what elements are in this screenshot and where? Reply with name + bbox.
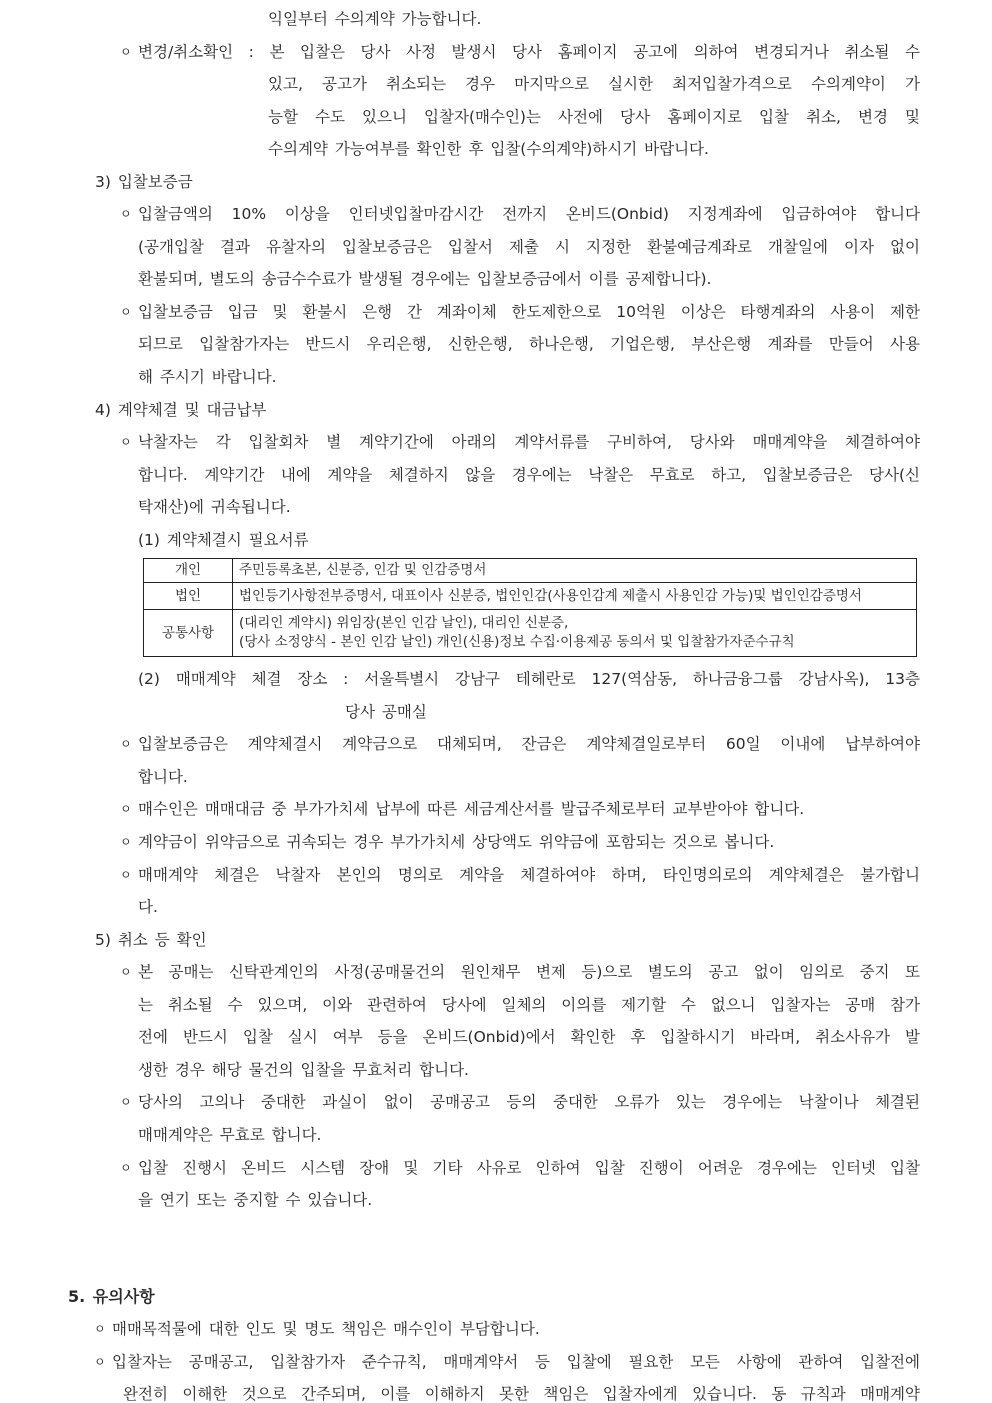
table-row-content — [233, 583, 917, 610]
table-cell-line: 주민등록초본, 신분증, 인감 및 인감증명서 — [239, 562, 487, 579]
doc-line — [0, 956, 992, 989]
doc-line-text: (2) 매매계약 체결 장소 : 서울특별시 강남구 테헤란로 127(역삼동, 하나금융그룹 강남사옥), 13층 — [138, 670, 920, 689]
doc-line — [0, 989, 992, 1022]
doc-line-text: 합니다. — [138, 767, 188, 786]
doc-line — [0, 426, 992, 459]
doc-line-text: 당사의 고의나 중대한 과실이 없이 공매공고 등의 중대한 오류가 있는 경우에는 낙찰이나 체결된 — [138, 1093, 920, 1112]
doc-line — [0, 3, 992, 36]
doc-line — [0, 1086, 992, 1119]
bullet-circle-icon: ㅇ — [120, 737, 132, 752]
doc-line-text: (공개입찰 결과 유찰자의 입찰보증금은 입찰서 제출 시 지정한 환불예금계좌로 개찰일에 이자 없이 — [138, 237, 920, 256]
doc-line — [0, 761, 992, 794]
doc-line — [0, 491, 992, 524]
section-heading — [0, 924, 992, 957]
doc-line — [0, 793, 992, 826]
doc-line-text: 탁재산)에 귀속됩니다. — [138, 498, 291, 517]
doc-line — [0, 524, 992, 557]
bullet-circle-icon: ㅇ — [120, 304, 132, 319]
doc-line — [0, 728, 992, 761]
doc-line-text: 5. 유의사항 — [68, 1286, 155, 1306]
doc-line-text: 입찰보증금은 계약체결시 계약금으로 대체되며, 잔금은 계약체결일로부터 60일 이내에 납부하여야 — [138, 735, 920, 754]
section-heading — [0, 166, 992, 199]
doc-line — [0, 101, 992, 134]
doc-line-text: 을 연기 또는 중지할 수 있습니다. — [138, 1191, 373, 1210]
doc-line-text: 다. — [138, 898, 158, 917]
doc-line — [0, 663, 992, 696]
doc-line-text: 완전히 이해한 것으로 간주되며, 이를 이해하지 못한 책임은 입찰자에게 있습니다. 동 규칙과 매매계약 — [123, 1385, 920, 1403]
table-row — [144, 583, 917, 610]
doc-line — [0, 231, 992, 264]
doc-line-text: 있고, 공고가 취소되는 경우 마지막으로 실시한 최저입찰가격으로 수의계약이 가 — [268, 75, 920, 94]
doc-line-text: 전에 반드시 입찰 실시 여부 등을 온비드(Onbid)에서 확인한 후 입찰하시기 바라며, 취소사유가 발 — [138, 1028, 920, 1047]
bullet-circle-icon: ㅇ — [120, 1160, 132, 1175]
bullet-circle-icon: ㅇ — [120, 835, 132, 850]
doc-line-text: 매수인은 매매대금 중 부가가치세 납부에 따른 세금계산서를 발급주체로부터 교부받아야 합니다. — [138, 800, 805, 819]
doc-line — [0, 459, 992, 492]
document-body — [0, 3, 992, 1403]
doc-line-text: 수의계약 가능여부를 확인한 후 입찰(수의계약)하시기 바랍니다. — [268, 140, 709, 159]
doc-line — [0, 36, 992, 69]
bullet-circle-icon: ㅇ — [120, 207, 132, 222]
doc-line-text: 4) 계약체결 및 대금납부 — [95, 400, 267, 419]
table-row-label: 공통사항 — [144, 610, 233, 657]
doc-line — [0, 1152, 992, 1185]
doc-line-text: 능할 수도 있으니 입찰자(매수인)는 사전에 당사 홈페이지로 입찰 취소, 변경 및 — [268, 107, 920, 126]
doc-line — [0, 891, 992, 924]
doc-line-text: 입찰 진행시 온비드 시스템 장애 및 기타 사유로 인하여 입찰 진행이 어려운 경우에는 인터넷 입찰 — [138, 1158, 920, 1177]
doc-line — [0, 1346, 992, 1379]
table-row-content — [233, 610, 917, 657]
doc-line — [0, 826, 992, 859]
doc-line-text: 입찰금액의 10% 이상을 인터넷입찰마감시간 전까지 온비드(Onbid) 지정계좌에 입금하여야 합니다 — [138, 205, 920, 224]
doc-line-text: 당사 공매실 — [345, 702, 427, 721]
doc-line-text: 는 취소될 수 있으며, 이와 관련하여 당사에 일체의 이의를 제기할 수 없으니 입찰자는 공매 참가 — [138, 995, 920, 1014]
bullet-circle-icon: ㅇ — [94, 1322, 106, 1337]
bullet-circle-icon: ㅇ — [120, 44, 132, 59]
table-row — [144, 559, 917, 583]
table-row-content — [233, 559, 917, 583]
bullet-circle-icon: ㅇ — [120, 802, 132, 817]
doc-line — [0, 1184, 992, 1217]
doc-line-text: 매매계약은 무효로 합니다. — [138, 1125, 322, 1144]
table-cell-line: 법인등기사항전부증명서, 대표이사 신분증, 법인인감(사용인감계 제출시 사용인감 가능)및 법인인감증명서 — [239, 587, 862, 604]
doc-line — [0, 696, 992, 729]
doc-line — [0, 133, 992, 166]
doc-line-text: 입찰보증금 입금 및 환불시 은행 간 계좌이체 한도제한으로 10억원 이상은 타행계좌의 사용이 제한 — [138, 302, 920, 321]
doc-line — [0, 328, 992, 361]
doc-line-text: 매매계약 체결은 낙찰자 본인의 명의로 계약을 체결하여야 하며, 타인명의로의 계약체결은 불가합니 — [138, 865, 920, 884]
doc-line-text: (1) 계약체결시 필요서류 — [138, 530, 309, 549]
doc-line-text: 생한 경우 해당 물건의 입찰을 무효처리 합니다. — [138, 1060, 469, 1079]
doc-line — [0, 68, 992, 101]
doc-line-text: 입찰자는 공매공고, 입찰참가자 준수규칙, 매매계약서 등 입찰에 필요한 모든 사항에 관하여 입찰전에 — [112, 1352, 920, 1371]
doc-line-text: 익일부터 수의계약 가능합니다. — [268, 10, 482, 28]
doc-line-text: 되므로 입찰참가자는 반드시 우리은행, 신한은행, 하나은행, 기업은행, 부산은행 계좌를 만들어 사용 — [138, 335, 920, 354]
doc-line — [0, 296, 992, 329]
required-documents-table — [143, 558, 917, 657]
bullet-circle-icon: ㅇ — [94, 1354, 106, 1369]
doc-line — [0, 198, 992, 231]
section-heading — [0, 394, 992, 427]
table-row-label: 법인 — [144, 583, 233, 610]
table-cell-line: (당사 소정양식 - 본인 인감 날인) 개인(신용)정보 수집·이용제공 동의서 및 입찰참가자준수규칙 — [239, 634, 795, 651]
doc-line-text: 3) 입찰보증금 — [95, 172, 193, 191]
doc-line-text: 환불되며, 별도의 송금수수료가 발생될 경우에는 입찰보증금에서 이를 공제합니다). — [138, 270, 712, 289]
doc-line-text: 계약금이 위약금으로 귀속되는 경우 부가가치세 상당액도 위약금에 포함되는 것으로 봅니다. — [138, 833, 775, 852]
doc-line-text: 5) 취소 등 확인 — [95, 930, 207, 949]
doc-line — [0, 1313, 992, 1346]
doc-line-text: 변경/취소확인 : 본 입찰은 당사 사정 발생시 당사 홈페이지 공고에 의하여 변경되거나 취소될 수 — [138, 42, 920, 61]
doc-line — [0, 263, 992, 296]
doc-line — [0, 859, 992, 892]
doc-line — [0, 1378, 992, 1403]
table-cell-line: (대리인 계약시) 위임장(본인 인감 날인), 대리인 신분증, — [239, 615, 569, 632]
doc-line-text: 낙찰자는 각 입찰회차 별 계약기간에 아래의 계약서류를 구비하여, 당사와 매매계약을 체결하여야 — [138, 433, 920, 452]
bullet-circle-icon: ㅇ — [120, 435, 132, 450]
doc-line-text: 본 공매는 신탁관계인의 사정(공매물건의 원인채무 변제 등)으로 별도의 공고 없이 임의로 중지 또 — [138, 963, 920, 982]
bullet-circle-icon: ㅇ — [120, 965, 132, 980]
doc-line — [0, 361, 992, 394]
doc-line-text: 해 주시기 바랍니다. — [138, 368, 277, 387]
doc-line — [0, 1021, 992, 1054]
doc-line-text: 합니다. 계약기간 내에 계약을 체결하지 않을 경우에는 낙찰은 무효로 하고, 입찰보증금은 당사(신 — [138, 465, 920, 484]
doc-line — [0, 1119, 992, 1152]
bullet-circle-icon: ㅇ — [120, 867, 132, 882]
section-heading — [0, 1281, 992, 1314]
table-row — [144, 610, 917, 657]
bullet-circle-icon: ㅇ — [120, 1095, 132, 1110]
doc-line-text: 매매목적물에 대한 인도 및 명도 책임은 매수인이 부담합니다. — [112, 1320, 540, 1339]
table-row-label: 개인 — [144, 559, 233, 583]
doc-line — [0, 1054, 992, 1087]
